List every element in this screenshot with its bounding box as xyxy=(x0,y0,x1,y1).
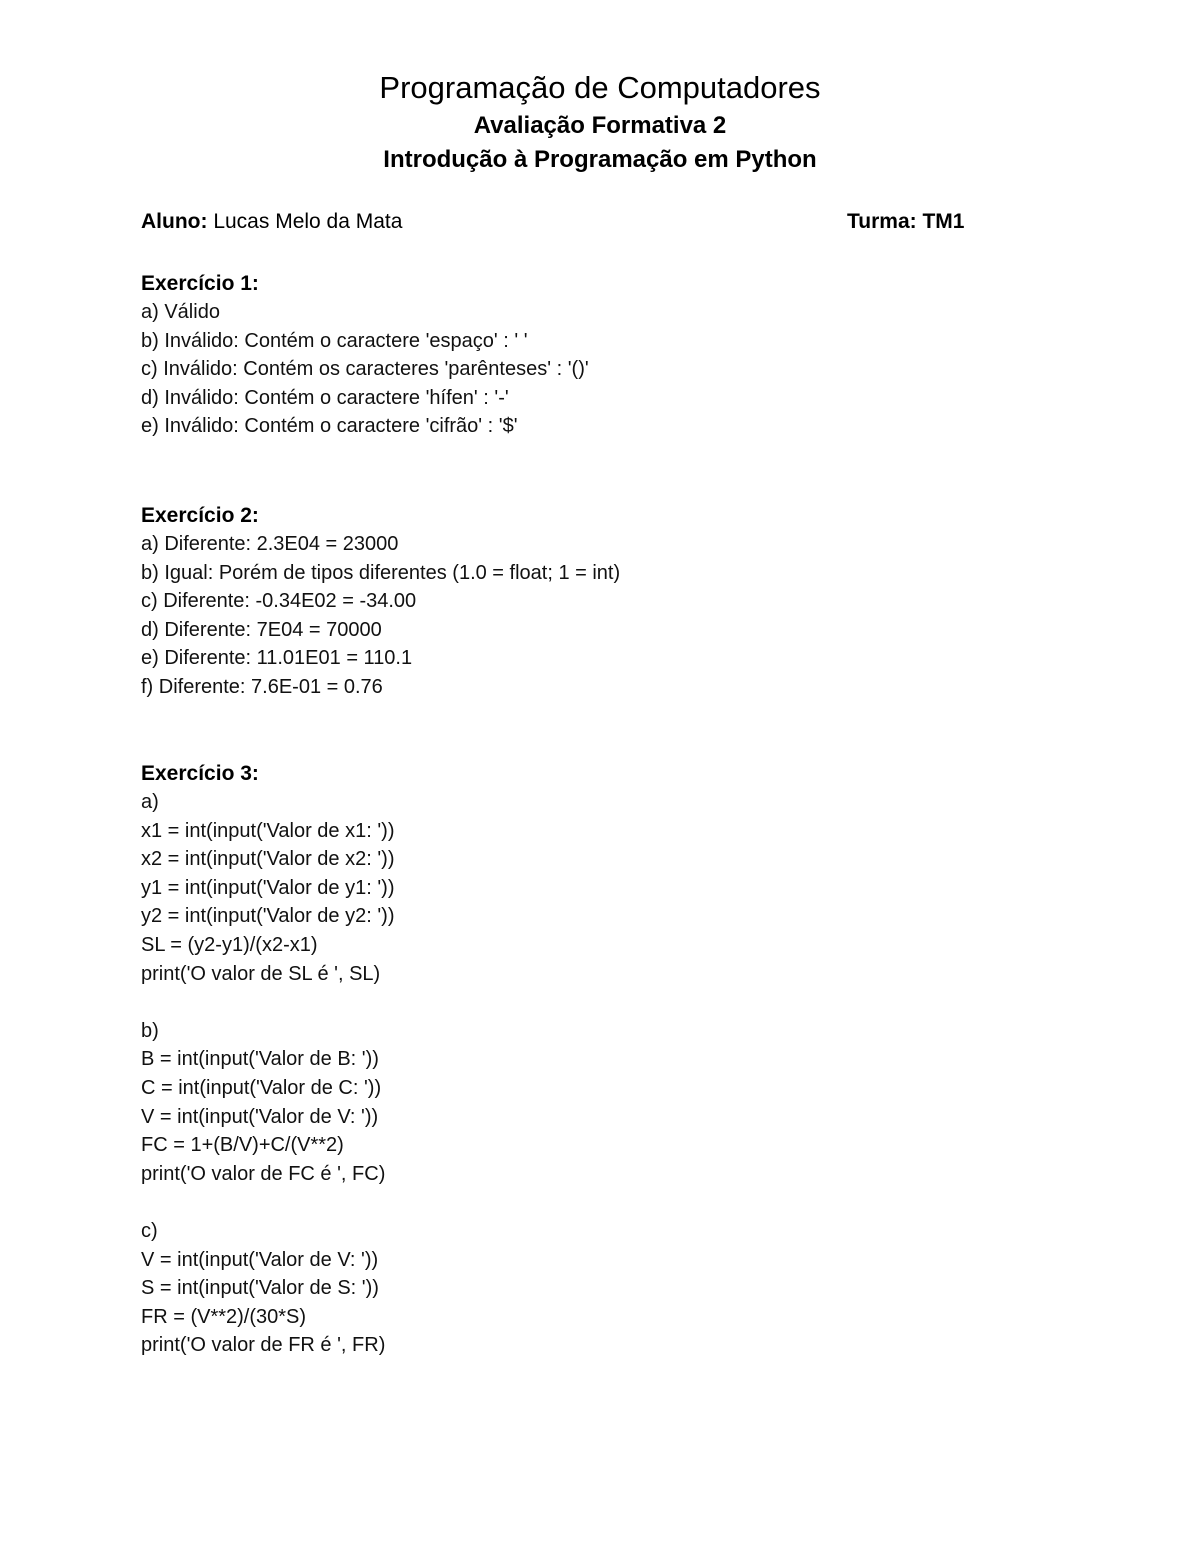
code-line: y1 = int(input('Valor de y1: ')) xyxy=(141,876,395,899)
exercise-3-section xyxy=(141,760,395,1360)
exercise-1-line: b) Inválido: Contém o caractere 'espaço' : ' ' xyxy=(141,329,528,352)
exercise-1-line: a) Válido xyxy=(141,301,220,323)
document-title: Programação de Computadores xyxy=(379,70,821,105)
exercise-2-line: f) Diferente: 7.6E-01 = 0.76 xyxy=(141,675,383,698)
exercise-3-part-a-label: a) xyxy=(141,791,159,813)
exercise-2-section xyxy=(141,502,620,702)
code-line: print('O valor de FR é ', FR) xyxy=(141,1334,386,1357)
exercise-2-line: a) Diferente: 2.3E04 = 23000 xyxy=(141,533,399,555)
code-line: V = int(input('Valor de V: ')) xyxy=(141,1105,379,1128)
exercise-2-line: c) Diferente: -0.34E02 = -34.00 xyxy=(141,590,417,613)
exercise-1-title: Exercício 1: xyxy=(141,272,259,295)
exercise-2-title: Exercício 2: xyxy=(141,504,259,527)
exercise-2-line: b) Igual: Porém de tipos diferentes (1.0 = float; 1 = int) xyxy=(141,561,621,584)
code-line: print('O valor de FC é ', FC) xyxy=(141,1162,386,1185)
code-line: y2 = int(input('Valor de y2: ')) xyxy=(141,905,395,928)
class-value: TM1 xyxy=(922,210,965,233)
exercise-1-section xyxy=(141,270,589,441)
document-subtitle-topic: Introdução à Programação em Python xyxy=(383,146,817,173)
code-line: x2 = int(input('Valor de x2: ')) xyxy=(141,848,395,871)
exercise-3-title: Exercício 3: xyxy=(141,762,259,785)
exercise-3-part-b-label: b) xyxy=(141,1019,159,1042)
code-line: print('O valor de SL é ', SL) xyxy=(141,962,381,985)
exercise-2-line: e) Diferente: 11.01E01 = 110.1 xyxy=(141,647,413,670)
student-label: Aluno: xyxy=(141,210,208,233)
code-line: FC = 1+(B/V)+C/(V**2) xyxy=(141,1134,344,1157)
code-line: x1 = int(input('Valor de x1: ')) xyxy=(141,819,395,842)
class-label: Turma: xyxy=(847,210,917,233)
exercise-1-line: c) Inválido: Contém os caracteres 'parênteses' : '()' xyxy=(141,358,589,381)
code-line: C = int(input('Valor de C: ')) xyxy=(141,1076,382,1099)
code-line: V = int(input('Valor de V: ')) xyxy=(141,1248,379,1271)
code-line: S = int(input('Valor de S: ')) xyxy=(141,1277,379,1300)
spacer xyxy=(141,1188,395,1217)
code-line: SL = (y2-y1)/(x2-x1) xyxy=(141,933,318,956)
code-line: B = int(input('Valor de B: ')) xyxy=(141,1048,379,1071)
student-name: Lucas Melo da Mata xyxy=(213,210,403,233)
student-info xyxy=(141,208,402,236)
document-subtitle: Avaliação Formativa 2 xyxy=(473,112,727,139)
exercise-1-line: e) Inválido: Contém o caractere 'cifrão' : '$' xyxy=(141,415,518,438)
exercise-3-part-c-label: c) xyxy=(141,1219,158,1242)
exercise-2-line: d) Diferente: 7E04 = 70000 xyxy=(141,618,382,641)
spacer xyxy=(141,988,395,1017)
code-line: FR = (V**2)/(30*S) xyxy=(141,1305,307,1328)
exercise-1-line: d) Inválido: Contém o caractere 'hífen' : '-' xyxy=(141,386,509,409)
class-info xyxy=(847,208,964,236)
